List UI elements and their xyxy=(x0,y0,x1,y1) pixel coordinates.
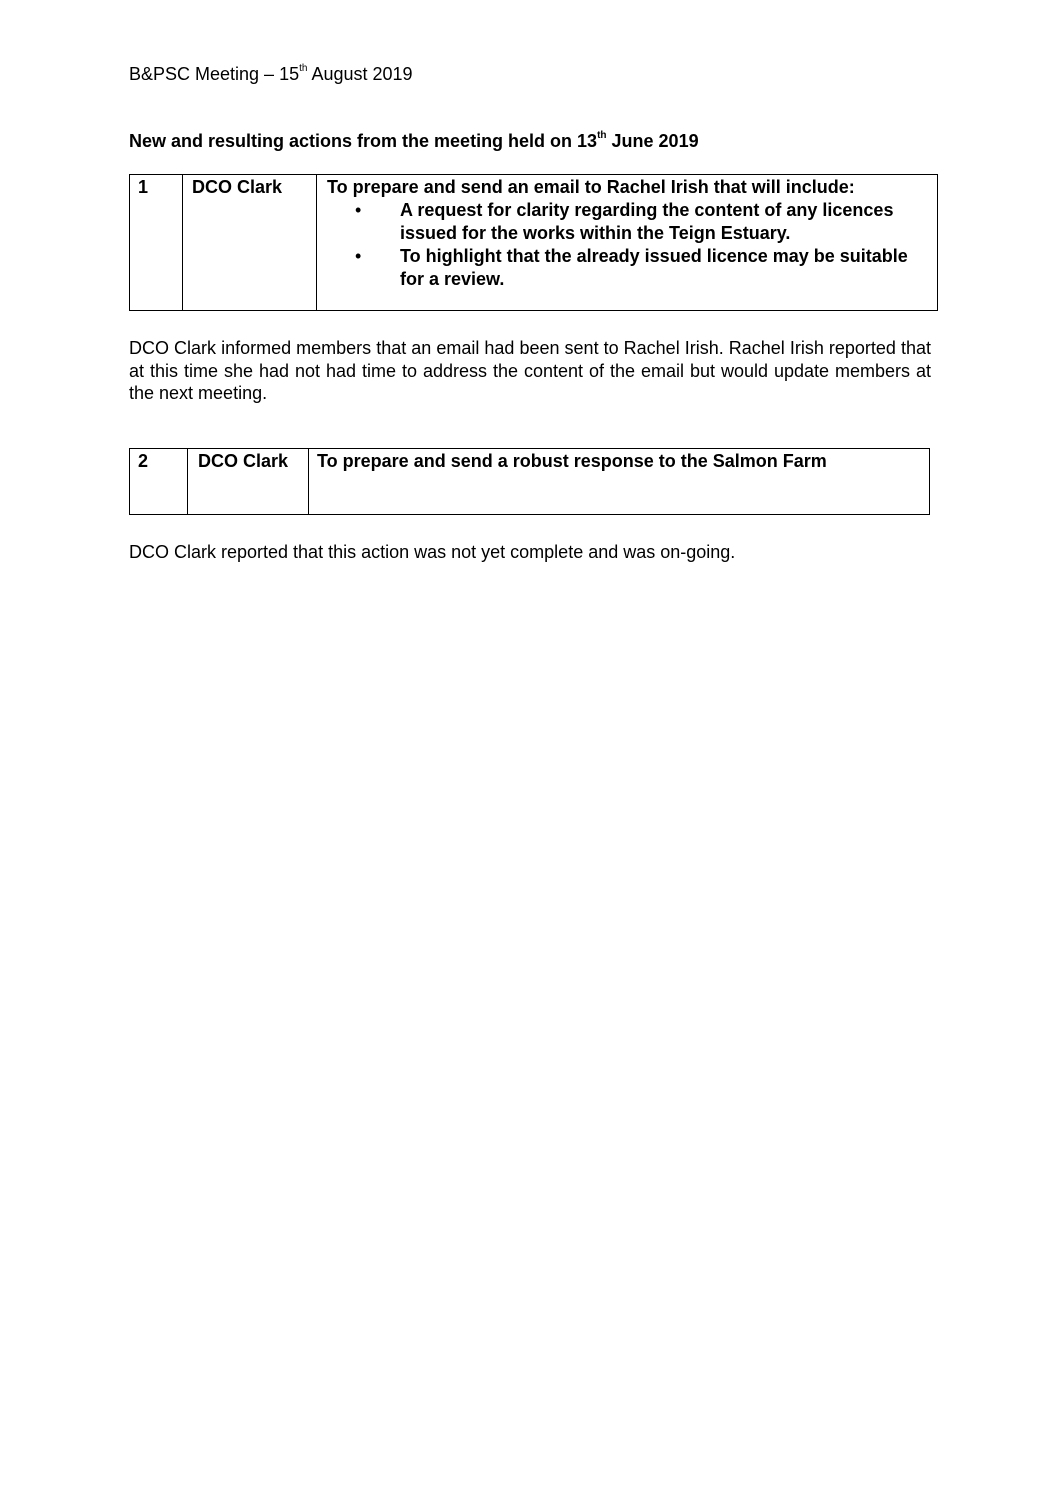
action-task: To prepare and send an email to Rachel Irish that will include: xyxy=(327,177,855,197)
action-table-1 xyxy=(129,174,938,311)
bullet-icon: • xyxy=(355,200,362,220)
action-task-cell xyxy=(317,175,938,311)
action-number: 2 xyxy=(130,449,188,515)
meeting-header-ordinal: th xyxy=(299,63,308,74)
action-bullet-item xyxy=(355,199,931,245)
action-owner: DCO Clark xyxy=(188,449,309,515)
action-row xyxy=(130,175,938,311)
action-row xyxy=(130,449,930,515)
meeting-header xyxy=(129,63,413,85)
section-title-text: New and resulting actions from the meeting held on 13 xyxy=(129,131,598,151)
action-bullet-item xyxy=(355,245,931,291)
meeting-header-text: B&PSC Meeting – 15 xyxy=(129,64,300,84)
action-owner: DCO Clark xyxy=(183,175,317,311)
section-title xyxy=(129,130,699,152)
action-2-update: DCO Clark reported that this action was not yet complete and was on-going. xyxy=(129,542,736,562)
action-bullet-list xyxy=(327,199,931,291)
action-1-update: DCO Clark informed members that an email had been sent to Rachel Irish. Rachel Irish reported that at this time she had not had time to address the content of the email but would update members at the next meeting. xyxy=(129,338,931,403)
section-title-ordinal: th xyxy=(597,130,607,141)
action-task: To prepare and send a robust response to the Salmon Farm xyxy=(309,449,930,515)
meeting-header-rest: August 2019 xyxy=(307,64,413,84)
bullet-icon: • xyxy=(355,246,362,266)
action-table-2 xyxy=(129,448,930,515)
section-title-rest: June 2019 xyxy=(606,131,699,151)
action-bullet-text: A request for clarity regarding the content of any licences issued for the works within the Teign Estuary. xyxy=(400,200,894,243)
action-number: 1 xyxy=(130,175,183,311)
action-bullet-text: To highlight that the already issued licence may be suitable for a review. xyxy=(400,246,908,289)
